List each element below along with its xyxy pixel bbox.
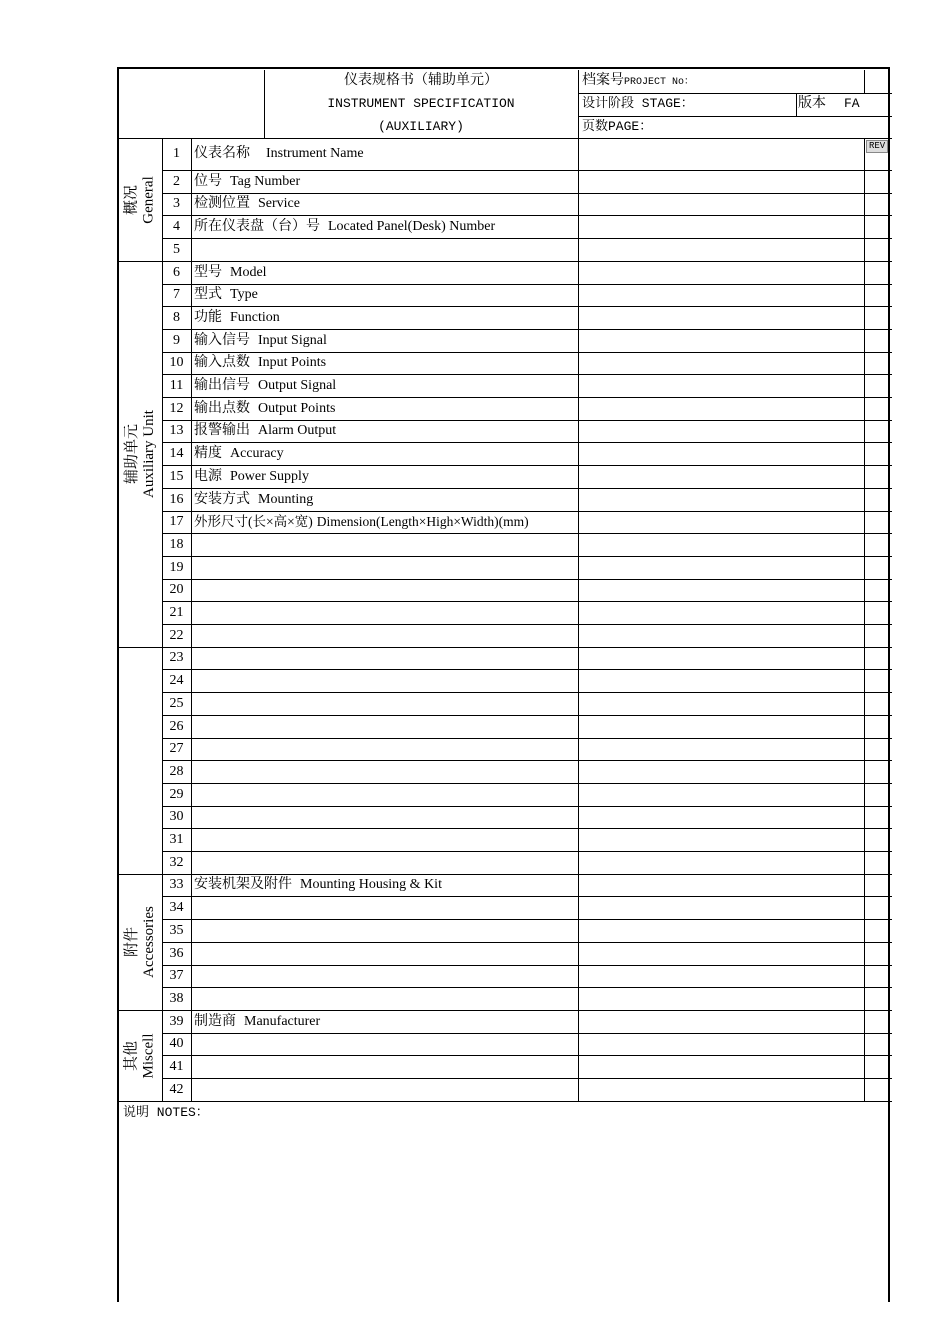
row-description-cn: 安装机架及附件 xyxy=(194,877,292,892)
row-rev-field[interactable] xyxy=(865,852,891,874)
row-number: 15 xyxy=(169,469,184,484)
section-label-text xyxy=(124,176,158,223)
row-value-field[interactable] xyxy=(579,330,864,352)
section-label xyxy=(119,647,162,874)
row-value-field[interactable] xyxy=(579,239,864,261)
row-description-en: Mounting Housing & Kit xyxy=(300,877,442,892)
row-description-en: Power Supply xyxy=(230,469,309,484)
row-value-field[interactable] xyxy=(579,988,864,1010)
row-value-field[interactable] xyxy=(579,966,864,987)
row-number: 10 xyxy=(169,355,184,370)
row-value-field[interactable] xyxy=(579,262,864,284)
row-description-en: Mounting xyxy=(258,492,314,507)
row-value-field[interactable] xyxy=(579,784,864,806)
section-label xyxy=(119,138,162,261)
row-number: 3 xyxy=(173,196,180,211)
row-number: 41 xyxy=(169,1059,184,1074)
row-rev-field[interactable] xyxy=(865,602,891,624)
row-value-field[interactable] xyxy=(579,897,864,919)
row-number: 11 xyxy=(169,378,184,393)
row-value-field[interactable] xyxy=(579,739,864,760)
row-rev-field[interactable] xyxy=(865,534,891,556)
section-cn: 概况 xyxy=(123,184,140,215)
title-cn: 仪表规格书（辅助单元） xyxy=(344,73,498,88)
row-number: 25 xyxy=(169,696,184,711)
section-label-text xyxy=(124,906,158,978)
row-number: 20 xyxy=(169,582,184,597)
row-value-field[interactable] xyxy=(579,398,864,420)
row-rev-field[interactable] xyxy=(865,829,891,851)
row-number: 8 xyxy=(173,310,180,325)
row-description-cn: 报警输出 xyxy=(194,423,250,438)
row-value-field[interactable] xyxy=(579,285,864,306)
row-description-cn: 功能 xyxy=(194,310,222,325)
title-en-1: INSTRUMENT SPECIFICATION xyxy=(327,96,515,111)
row-rev-field[interactable] xyxy=(865,1079,891,1101)
row-description xyxy=(194,442,284,465)
row-value-field[interactable] xyxy=(579,1011,864,1033)
row-rev-field[interactable] xyxy=(865,580,891,601)
row-number: 16 xyxy=(169,492,184,507)
row-value-field[interactable] xyxy=(579,829,864,851)
row-rev-field[interactable] xyxy=(865,716,891,738)
notes-label: 说明 NOTES： xyxy=(123,1105,209,1120)
project-no-en: PROJECT No： xyxy=(624,77,695,88)
row-value-field[interactable] xyxy=(579,1079,864,1101)
row-description-en: Accuracy xyxy=(230,446,284,461)
row-value-field[interactable] xyxy=(579,307,864,329)
row-number: 12 xyxy=(169,401,184,416)
row-number: 39 xyxy=(169,1014,184,1029)
row-description-cn: 外形尺寸(长×高×宽) xyxy=(194,514,313,529)
row-description-en: Manufacturer xyxy=(244,1014,321,1029)
row-description-cn: 安装方式 xyxy=(194,492,250,507)
header-divider xyxy=(796,93,797,116)
row-rev-field[interactable] xyxy=(865,375,891,397)
row-number: 19 xyxy=(169,560,184,575)
row-rev-field[interactable] xyxy=(865,285,891,306)
row-number: 21 xyxy=(169,605,184,620)
section-cn: 其他 xyxy=(123,1040,140,1071)
row-value-field[interactable] xyxy=(579,648,864,669)
row-value-field[interactable] xyxy=(579,807,864,828)
section-label-text xyxy=(124,1033,158,1078)
row-number: 23 xyxy=(169,650,184,665)
row-number: 34 xyxy=(169,900,184,915)
row-description-en: Model xyxy=(230,265,267,280)
section-en: General xyxy=(140,175,157,224)
row-rev-field[interactable] xyxy=(865,943,891,965)
row-description-en: Tag Number xyxy=(230,174,301,189)
row-description-en: Input Points xyxy=(258,355,327,370)
section-label xyxy=(119,1010,162,1101)
row-number: 32 xyxy=(169,855,184,870)
row-value-field[interactable] xyxy=(579,580,864,601)
row-description-en: Service xyxy=(258,196,300,211)
row-description-en: Alarm Output xyxy=(258,423,337,438)
row-description-en: Output Signal xyxy=(258,378,337,393)
row-rev-field[interactable] xyxy=(865,489,891,511)
row-number: 18 xyxy=(169,537,184,552)
row-description-en: Located Panel(Desk) Number xyxy=(328,219,496,234)
row-description-en: Dimension(Length×High×Width)(mm) xyxy=(316,514,529,529)
row-number: 36 xyxy=(169,946,184,961)
row-number: 9 xyxy=(173,333,180,348)
row-description xyxy=(194,284,258,306)
row-description xyxy=(194,511,529,533)
row-rev-field[interactable] xyxy=(865,784,891,806)
row-rev-field[interactable] xyxy=(865,807,891,828)
row-description-en: Output Points xyxy=(258,401,336,416)
row-value-field[interactable] xyxy=(579,943,864,965)
row-value-field[interactable] xyxy=(579,761,864,783)
row-number: 4 xyxy=(173,219,180,234)
row-number: 24 xyxy=(169,673,184,688)
row-rev-field[interactable] xyxy=(865,239,891,261)
row-value-field[interactable] xyxy=(579,216,864,238)
row-rev-field[interactable] xyxy=(865,670,891,692)
row-rev-field[interactable] xyxy=(865,398,891,420)
row-rev-field[interactable] xyxy=(865,761,891,783)
row-description-cn: 型号 xyxy=(194,265,222,280)
row-value-field[interactable] xyxy=(579,716,864,738)
row-rev-field[interactable] xyxy=(865,920,891,942)
row-description-cn: 输入信号 xyxy=(194,333,250,348)
row-value-field[interactable] xyxy=(579,875,864,896)
row-value-field[interactable] xyxy=(579,693,864,715)
version-label: 版本 xyxy=(798,96,826,111)
row-rev-field[interactable] xyxy=(865,557,891,579)
number-column-line xyxy=(191,138,192,1101)
row-description-en: Function xyxy=(230,310,280,325)
row-description xyxy=(194,193,300,215)
row-rev-field[interactable] xyxy=(865,693,891,715)
row-description-cn: 检测位置 xyxy=(194,196,250,211)
section-cn: 附件 xyxy=(123,926,140,958)
rev-label: REV xyxy=(866,140,888,153)
row-rev-field[interactable] xyxy=(865,171,891,193)
section-en: Auxiliary Unit xyxy=(140,410,157,498)
row-value-field[interactable] xyxy=(579,512,864,533)
row-value-field[interactable] xyxy=(579,1056,864,1078)
row-number: 35 xyxy=(169,923,184,938)
row-description-cn: 仪表名称 xyxy=(194,146,250,161)
row-rev-field[interactable] xyxy=(865,875,891,896)
row-number: 38 xyxy=(169,991,184,1006)
section-cn: 辅助单元 xyxy=(123,424,140,485)
row-rev-field[interactable] xyxy=(865,194,891,215)
row-number: 5 xyxy=(173,242,180,257)
row-number: 6 xyxy=(173,265,180,280)
row-number: 37 xyxy=(169,968,184,983)
row-rev-field[interactable] xyxy=(865,330,891,352)
row-value-field[interactable] xyxy=(579,534,864,556)
row-description-cn: 制造商 xyxy=(194,1014,236,1029)
row-number: 14 xyxy=(169,446,184,461)
row-rev-field[interactable] xyxy=(865,897,891,919)
row-value-field[interactable] xyxy=(579,353,864,374)
row-number: 26 xyxy=(169,719,184,734)
row-value-field[interactable] xyxy=(579,421,864,442)
row-description xyxy=(194,215,495,238)
row-rev-field[interactable] xyxy=(865,1056,891,1078)
row-value-field[interactable] xyxy=(579,670,864,692)
row-number: 29 xyxy=(169,787,184,802)
row-description xyxy=(194,1010,320,1033)
row-description-cn: 输出信号 xyxy=(194,378,250,393)
header-divider xyxy=(864,70,865,93)
header-divider xyxy=(578,70,579,138)
row-number: 30 xyxy=(169,809,184,824)
row-description xyxy=(194,874,442,896)
row-description-cn: 所在仪表盘（台）号 xyxy=(194,219,320,234)
row-description-cn: 电源 xyxy=(194,469,222,484)
row-description-en: Input Signal xyxy=(258,333,327,348)
row-description xyxy=(194,329,327,352)
row-number: 33 xyxy=(169,877,184,892)
row-number: 7 xyxy=(173,287,180,302)
row-value-field[interactable] xyxy=(579,375,864,397)
row-value-field[interactable] xyxy=(579,920,864,942)
row-value-field[interactable] xyxy=(579,466,864,488)
specification-sheet xyxy=(117,67,890,1302)
notes-top-line xyxy=(119,1101,892,1102)
section-en: Accessories xyxy=(140,906,157,978)
row-description-cn: 位号 xyxy=(194,174,222,189)
row-rev-field[interactable] xyxy=(865,421,891,442)
row-description xyxy=(194,374,336,397)
project-no-label xyxy=(582,70,694,94)
row-description xyxy=(194,352,326,374)
row-rev-field[interactable] xyxy=(865,966,891,987)
row-number: 17 xyxy=(169,514,184,529)
row-number: 42 xyxy=(169,1082,184,1097)
row-rev-field[interactable] xyxy=(865,988,891,1010)
row-description xyxy=(194,420,336,442)
row-rev-field[interactable] xyxy=(865,353,891,374)
row-rev-field[interactable] xyxy=(865,739,891,760)
row-value-field[interactable] xyxy=(579,171,864,193)
row-description xyxy=(194,397,335,420)
row-number: 2 xyxy=(173,174,180,189)
row-description-en: Type xyxy=(230,287,258,302)
row-rev-field[interactable] xyxy=(865,1034,891,1055)
page-label: 页数PAGE： xyxy=(582,119,653,134)
row-description-cn: 精度 xyxy=(194,446,222,461)
row-rev-field[interactable] xyxy=(865,625,891,647)
row-rev-field[interactable] xyxy=(865,512,891,533)
row-description xyxy=(194,488,313,511)
row-value-field[interactable] xyxy=(579,625,864,647)
row-number: 31 xyxy=(169,832,184,847)
row-number: 27 xyxy=(169,741,184,756)
row-number: 13 xyxy=(169,423,184,438)
row-number: 1 xyxy=(173,146,180,161)
row-number: 22 xyxy=(169,628,184,643)
row-rev-field[interactable] xyxy=(865,648,891,669)
row-rev-field[interactable] xyxy=(865,443,891,465)
row-value-field[interactable] xyxy=(579,194,864,215)
row-value-field[interactable] xyxy=(579,852,864,874)
row-description-cn: 型式 xyxy=(194,287,222,302)
row-description xyxy=(194,170,300,193)
row-rev-field[interactable] xyxy=(865,466,891,488)
row-description-en: Instrument Name xyxy=(266,146,364,161)
row-description xyxy=(194,465,309,488)
row-rev-field[interactable] xyxy=(865,262,891,284)
row-description xyxy=(194,261,267,284)
row-value-field[interactable] xyxy=(579,602,864,624)
row-rev-field[interactable] xyxy=(865,139,891,170)
row-description xyxy=(194,306,280,329)
section-label-text xyxy=(124,410,158,498)
row-number: 28 xyxy=(169,764,184,779)
title-en-2: (AUXILIARY) xyxy=(378,119,464,134)
row-value-field[interactable] xyxy=(579,443,864,465)
section-en: Miscell xyxy=(140,1033,157,1078)
row-value-field[interactable] xyxy=(579,139,864,170)
row-value-field[interactable] xyxy=(579,557,864,579)
section-label xyxy=(119,261,162,647)
row-rev-field[interactable] xyxy=(865,307,891,329)
project-no-cn: 档案号 xyxy=(582,73,624,88)
stage-label: 设计阶段 STAGE： xyxy=(582,96,694,111)
row-description-cn: 输入点数 xyxy=(194,355,250,370)
row-description xyxy=(194,138,364,170)
row-rev-field[interactable] xyxy=(865,216,891,238)
row-number: 40 xyxy=(169,1036,184,1051)
version-value: FA xyxy=(844,96,860,111)
row-description-cn: 输出点数 xyxy=(194,401,250,416)
row-value-field[interactable] xyxy=(579,489,864,511)
notes-area[interactable] xyxy=(119,1125,888,1302)
section-label xyxy=(119,874,162,1010)
row-rev-field[interactable] xyxy=(865,1011,891,1033)
row-value-field[interactable] xyxy=(579,1034,864,1055)
